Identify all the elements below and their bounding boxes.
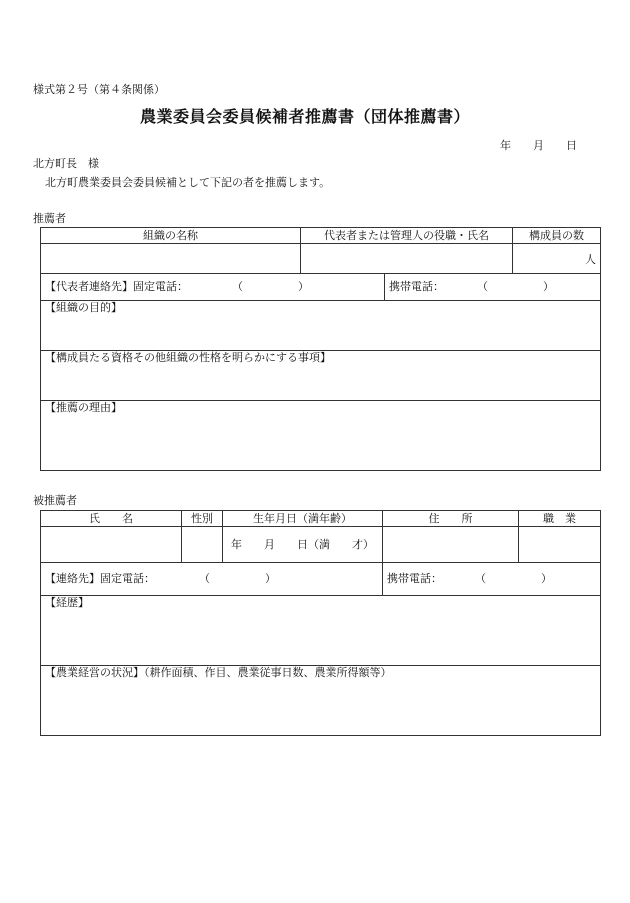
career-field[interactable]: 【経歴】 [41, 596, 601, 666]
nominee-section-label: 被推薦者 [33, 494, 77, 507]
nominee-mobile-field[interactable]: 携帯電話： （ ） [383, 563, 601, 596]
org-purpose-field[interactable]: 【組織の目的】 [41, 301, 601, 351]
member-count-field[interactable] [513, 244, 601, 274]
occupation-header: 職 業 [519, 511, 601, 527]
recommendation-reason-field[interactable]: 【推薦の理由】 [41, 401, 601, 471]
member-qualification-field[interactable]: 【構成員たる資格その他組織の性格を明らかにする事項】 [41, 351, 601, 401]
occupation-field[interactable] [519, 527, 601, 563]
representative-mobile-field[interactable]: 携帯電話： （ ） [385, 274, 601, 301]
birthdate-field[interactable]: 年 月 日（満 才） [223, 527, 383, 563]
gender-field[interactable] [182, 527, 223, 563]
farming-status-field[interactable]: 【農業経営の状況】（耕作面積、作目、農業従事日数、農業所得額等） [41, 666, 601, 736]
org-name-field[interactable] [41, 244, 301, 274]
form-number: 様式第２号（第４条関係） [33, 83, 165, 96]
gender-header: 性別 [182, 511, 223, 527]
address-field[interactable] [383, 527, 519, 563]
recommender-section-label: 推薦者 [33, 212, 66, 225]
name-field[interactable] [41, 527, 182, 563]
birthdate-header: 生年月日（満年齢） [223, 511, 383, 527]
member-count-header: 構成員の数 [513, 228, 601, 244]
member-count-unit: 人 [585, 253, 596, 266]
name-header: 氏 名 [41, 511, 182, 527]
page-title: 農業委員会委員候補者推薦書（団体推薦書） [140, 107, 471, 126]
addressee: 北方町長 様 [33, 157, 99, 170]
representative-contact-field[interactable]: 【代表者連絡先】固定電話： （ ） [41, 274, 385, 301]
org-name-header: 組織の名称 [41, 228, 301, 244]
nominee-contact-field[interactable]: 【連絡先】固定電話： （ ） [41, 563, 383, 596]
address-header: 住 所 [383, 511, 519, 527]
intro-text: 北方町農業委員会委員候補として下記の者を推薦します。 [45, 176, 331, 189]
representative-field[interactable] [301, 244, 513, 274]
representative-header: 代表者または管理人の役職・氏名 [301, 228, 513, 244]
recommender-table [40, 227, 601, 471]
date-line: 年 月 日 [500, 139, 577, 152]
nominee-table [40, 510, 601, 736]
